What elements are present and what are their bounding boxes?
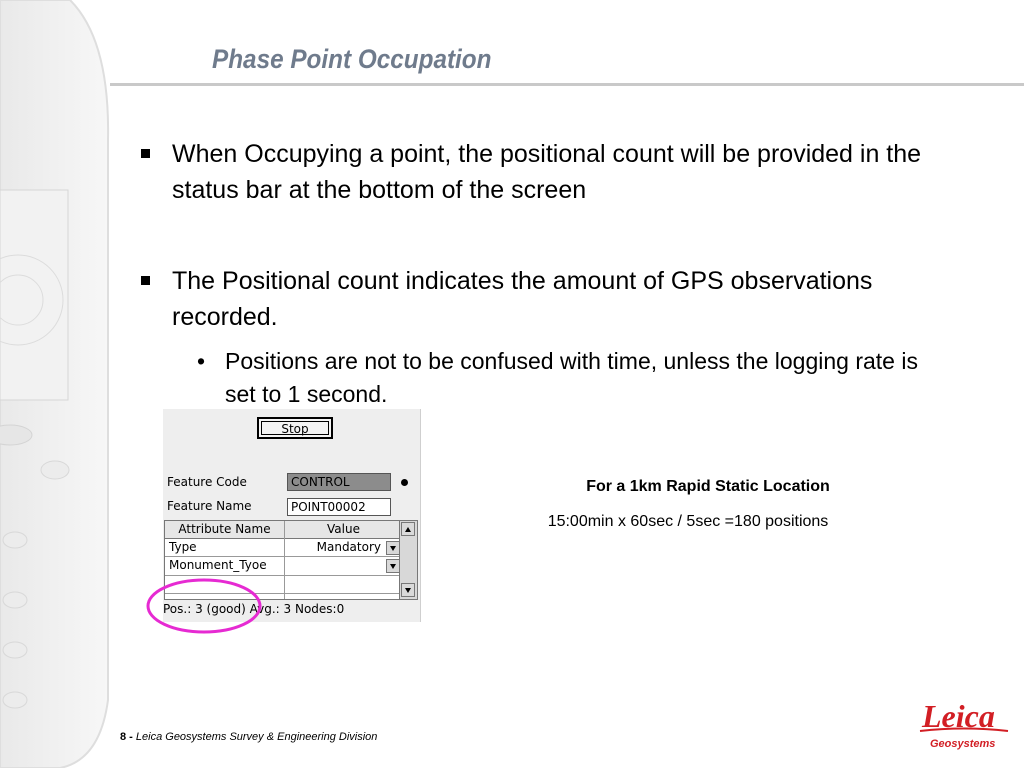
slide-title: Phase Point Occupation bbox=[212, 44, 492, 74]
column-divider bbox=[284, 521, 285, 599]
table-cell-attribute: Monument_Tyoe bbox=[169, 558, 267, 572]
bullet-square-icon bbox=[141, 149, 150, 158]
background-device-image bbox=[0, 0, 130, 768]
note-calculation: 15:00min x 60sec / 5sec =180 positions bbox=[547, 513, 829, 530]
sub-bullet-dot-icon: • bbox=[197, 348, 206, 374]
table-cell-value[interactable] bbox=[285, 557, 385, 574]
feature-code-field[interactable]: CONTROL bbox=[287, 473, 391, 491]
scroll-down-button[interactable] bbox=[401, 583, 415, 597]
table-scrollbar[interactable] bbox=[399, 521, 417, 599]
sub-bullet-text: Positions are not to be confused with time, unless the logging rate is set to 1 second. bbox=[225, 348, 918, 407]
logo-subtitle: Geosystems bbox=[930, 738, 996, 750]
bullet-text: When Occupying a point, the positional count will be provided in the status bar at the bottom of the screen bbox=[172, 140, 922, 204]
bullet-item bbox=[172, 136, 932, 208]
value-dropdown-button[interactable] bbox=[386, 559, 400, 573]
status-bar: Pos.: 3 (good) Avg.: 3 Nodes:0 bbox=[163, 602, 345, 616]
stop-button-label: Stop bbox=[261, 421, 329, 435]
bullet-item bbox=[172, 263, 932, 335]
table-cell-attribute: Type bbox=[169, 540, 197, 554]
value-dropdown-button[interactable] bbox=[386, 541, 400, 555]
required-marker-icon bbox=[401, 479, 408, 486]
scroll-up-button[interactable] bbox=[401, 522, 415, 536]
sub-bullet-item bbox=[197, 345, 925, 411]
highlight-ring bbox=[145, 578, 263, 634]
feature-code-label: Feature Code bbox=[167, 475, 247, 489]
feature-name-label: Feature Name bbox=[167, 499, 252, 513]
footer bbox=[120, 731, 377, 743]
logo-wordmark: Leica bbox=[922, 698, 995, 734]
chevron-up-icon bbox=[405, 527, 411, 532]
feature-name-field[interactable]: POINT00002 bbox=[287, 498, 391, 516]
chevron-down-icon bbox=[390, 546, 396, 551]
column-header-value: Value bbox=[285, 521, 402, 539]
bullet-text: The Positional count indicates the amount of GPS observations recorded. bbox=[172, 267, 873, 331]
title-divider bbox=[110, 83, 1024, 86]
bullet-square-icon bbox=[141, 276, 150, 285]
stop-button[interactable] bbox=[257, 417, 333, 439]
table-cell-value[interactable]: Mandatory bbox=[316, 540, 381, 554]
row-divider bbox=[165, 575, 401, 576]
footer-text: Leica Geosystems Survey & Engineering Division bbox=[135, 731, 378, 743]
note-title: For a 1km Rapid Static Location bbox=[586, 478, 830, 495]
page-number: 8 - bbox=[120, 731, 133, 743]
chevron-down-icon bbox=[405, 588, 411, 593]
leica-logo bbox=[916, 693, 1012, 753]
column-header-attribute-name: Attribute Name bbox=[165, 521, 285, 539]
chevron-down-icon bbox=[390, 564, 396, 569]
